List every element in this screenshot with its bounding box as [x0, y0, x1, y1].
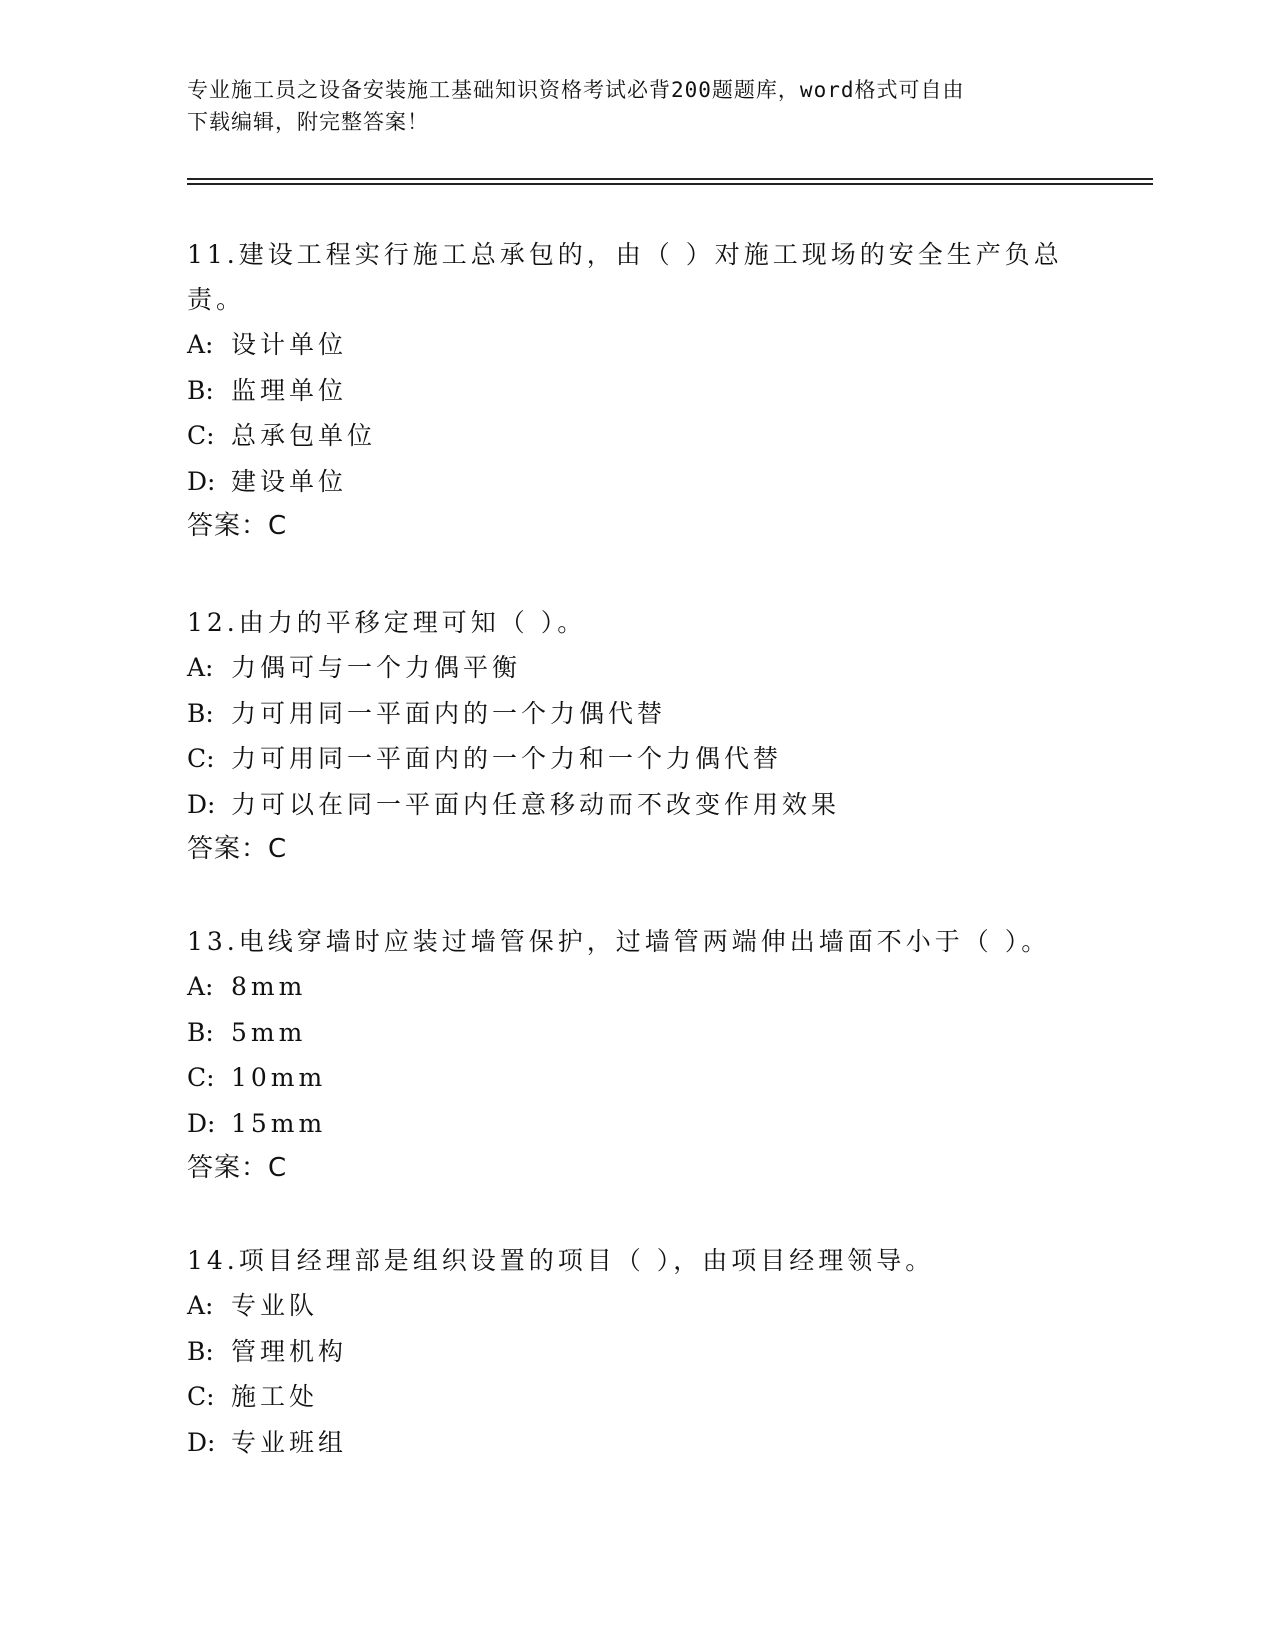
document-header [187, 74, 1087, 138]
option-text: 专业队 [231, 1291, 319, 1320]
option-c [187, 1055, 1067, 1101]
option-letter: A: [187, 653, 214, 682]
option-letter: A: [187, 330, 214, 359]
option-c [187, 736, 1067, 782]
option-letter: D: [187, 466, 216, 496]
option-letter: C: [187, 1382, 215, 1411]
option-text: 建设单位 [231, 466, 348, 496]
option-letter: C: [187, 744, 215, 773]
option-text: 力可用同一平面内的一个力偶代替 [231, 698, 667, 728]
answer-line: 答案：C [187, 511, 288, 541]
question-14 [187, 1238, 1067, 1465]
question-title: 14.项目经理部是组织设置的项目（ ），由项目经理领导。 [187, 1246, 935, 1275]
option-text: 力可用同一平面内的一个力和一个力偶代替 [231, 744, 783, 773]
option-text: 设计单位 [231, 330, 348, 359]
option-c [187, 1374, 1067, 1420]
option-text: 管理机构 [231, 1336, 348, 1366]
option-letter: C: [187, 1063, 215, 1092]
option-b [187, 1329, 1067, 1375]
question-11 [187, 232, 1067, 550]
option-letter: A: [187, 1291, 214, 1320]
option-text: 总承包单位 [231, 421, 377, 450]
option-d [187, 1420, 1067, 1466]
question-13 [187, 919, 1067, 1192]
question-title-continued: 责。 [187, 285, 246, 314]
option-c [187, 413, 1067, 459]
option-letter: D: [187, 1108, 216, 1138]
option-b [187, 368, 1067, 414]
option-text: 监理单位 [231, 375, 348, 405]
option-letter: B: [187, 1336, 214, 1366]
option-letter: D: [187, 1427, 216, 1457]
option-a [187, 964, 1067, 1010]
header-divider-bottom [187, 183, 1153, 185]
option-text: 施工处 [231, 1382, 319, 1411]
option-text: 15mm [231, 1108, 327, 1138]
answer-line: 答案：C [187, 834, 288, 864]
option-a [187, 645, 1067, 691]
option-d [187, 1101, 1067, 1147]
option-b [187, 1010, 1067, 1056]
option-text: 力可以在同一平面内任意移动而不改变作用效果 [231, 789, 841, 819]
option-text: 力偶可与一个力偶平衡 [231, 653, 522, 682]
header-line-1: 专业施工员之设备安装施工基础知识资格考试必背200题题库，word格式可自由 [187, 78, 965, 102]
option-letter: A: [187, 972, 214, 1001]
question-12 [187, 600, 1067, 873]
option-b [187, 691, 1067, 737]
option-text: 专业班组 [231, 1427, 348, 1457]
option-d [187, 459, 1067, 505]
answer-line: 答案：C [187, 1153, 288, 1183]
option-text: 5mm [231, 1017, 307, 1047]
question-title: 11.建设工程实行施工总承包的，由（ ）对施工现场的安全生产负总 [187, 240, 1063, 269]
option-letter: C: [187, 421, 215, 450]
option-a [187, 322, 1067, 368]
header-divider-top [187, 178, 1153, 180]
option-a [187, 1283, 1067, 1329]
option-letter: B: [187, 375, 214, 405]
option-letter: D: [187, 789, 216, 819]
option-text: 10mm [231, 1063, 327, 1092]
option-d [187, 782, 1067, 828]
question-title: 13.电线穿墙时应装过墙管保护，过墙管两端伸出墙面不小于（ ）。 [187, 927, 1051, 956]
option-letter: B: [187, 698, 214, 728]
question-title: 12.由力的平移定理可知（ ）。 [187, 608, 587, 637]
header-line-2: 下载编辑，附完整答案！ [187, 110, 429, 134]
option-letter: B: [187, 1017, 214, 1047]
option-text: 8mm [231, 972, 307, 1001]
